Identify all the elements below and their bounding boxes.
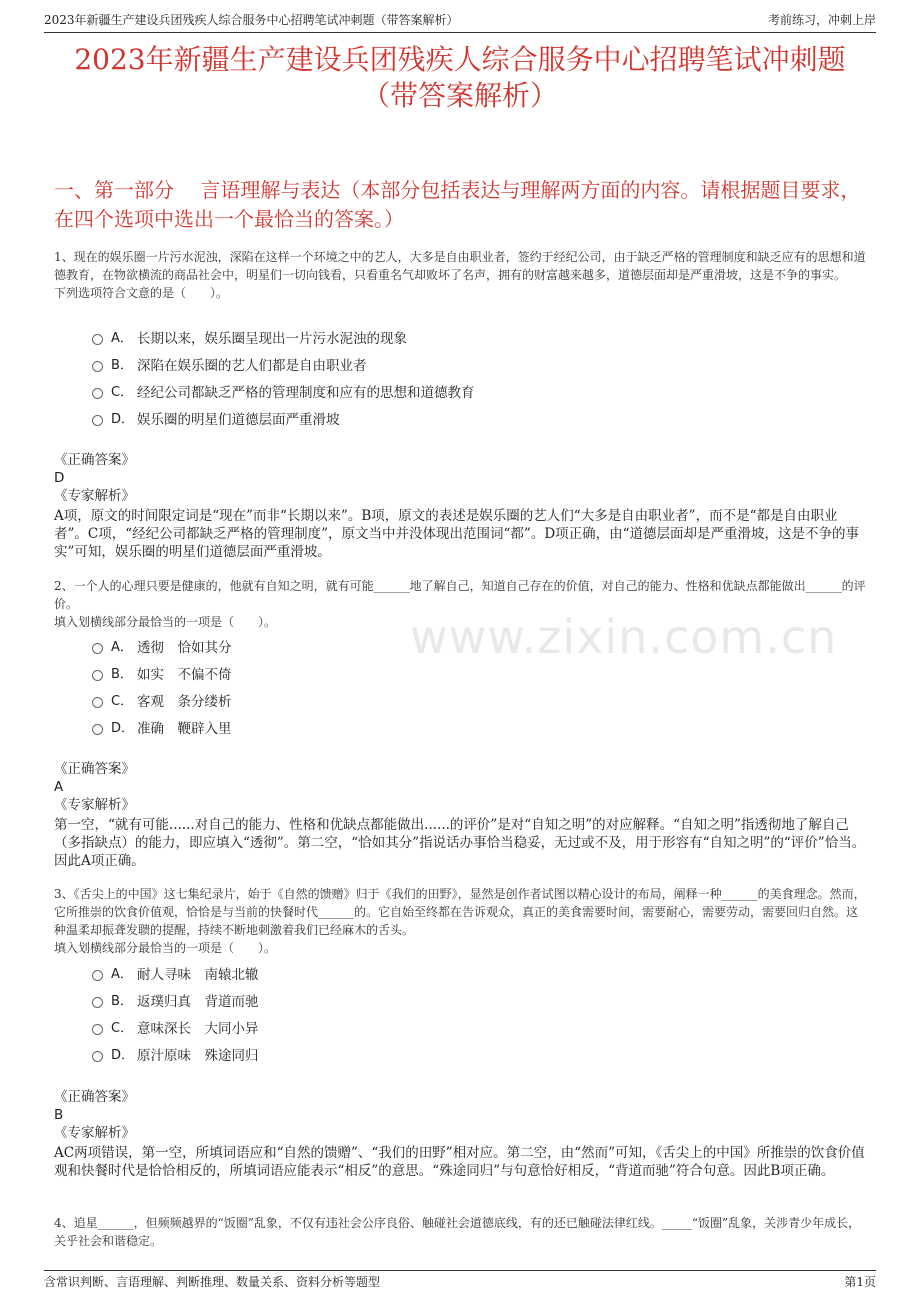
radio-icon[interactable]	[92, 361, 103, 372]
radio-icon[interactable]	[92, 415, 103, 426]
option-a[interactable]: A． 透彻 恰如其分	[92, 632, 232, 659]
analysis-label: 《专家解析》	[54, 1125, 135, 1141]
question-text: 4、追星______，但频频越界的“饭圈”乱象，不仅有违社会公序良俗、触碰社会道德底线，有的还已触碰法律红线。_____“饭圈”乱象，关涉青少年成长，关乎社会和谐稳定。	[54, 1216, 861, 1248]
radio-icon[interactable]	[92, 997, 103, 1008]
analysis-label: 《专家解析》	[54, 797, 135, 813]
radio-icon[interactable]	[92, 724, 103, 735]
document-title	[40, 42, 880, 114]
question-2-options	[92, 632, 232, 740]
page-header	[44, 10, 876, 33]
question-prompt: 填入划横线部分最恰当的一项是（ ）。	[54, 941, 277, 955]
question-text: 1、现在的娱乐圈一片污水泥浊，深陷在这样一个环境之中的艺人，大多是自由职业者，签约于经纪公司，由于缺乏严格的管理制度和缺乏应有的思想和道德教育，在物欲横流的商品社会中，明星们一切向钱看，只看重名气却败坏了名声，拥有的财富越来越多，道德层面却是严重滑坡，这是不争的事实。	[54, 250, 866, 282]
option-b[interactable]: B． 深陷在娱乐圈的艺人们都是自由职业者	[92, 350, 475, 377]
radio-icon[interactable]	[92, 388, 103, 399]
analysis-text: 第一空，“就有可能......对自己的能力、性格和优缺点都能做出......的评价”是对“自知之明”的对应解释。“自知之明”指透彻地了解自己（多指缺点）的能力，即应填入“透彻”。第二空，“恰如其分”指说话办事恰当稳妥，无过或不及，用于形容有“自知之明”的“评价”恰当。因此A项正确。	[54, 817, 866, 869]
radio-icon[interactable]	[92, 970, 103, 981]
analysis-text: A项，原文的时间限定词是“现在”而非“长期以来”。B项，原文的表述是娱乐圈的艺人们“大多是自由职业者”，而不是“都是自由职业者”。C项，“经纪公司都缺乏严格的管理制度”，原文当中并没体现出范围词“都”。D项正确，由“道德层面却是严重滑坡，这是不争的事实”可知，娱乐圈的明星们道德层面严重滑坡。	[54, 508, 860, 560]
answer-label: 《正确答案》	[54, 452, 135, 468]
analysis-text: AC两项错误，第一空，所填词语应和“自然的馈赠”、“我们的田野”相对应。第二空，由“然而”可知，《舌尖上的中国》所推崇的饮食价值观和快餐时代是恰恰相反的，所填词语应能表示“相反”的意思。“殊途同归”与句意恰好相反，“背道而驰”符合句意。因此B项正确。	[54, 1145, 865, 1179]
question-text: 2、一个人的心理只要是健康的，他就有自知之明，就有可能______地了解自己，知道自己存在的价值，对自己的能力、性格和优缺点都能做出______的评价。	[54, 579, 866, 611]
analysis-label: 《专家解析》	[54, 488, 135, 504]
option-d[interactable]: D． 原汁原味 殊途同归	[92, 1040, 259, 1067]
watermark: www.zixin.com.cn	[410, 610, 838, 664]
option-d[interactable]: D． 准确 鞭辟入里	[92, 713, 232, 740]
answer-label: 《正确答案》	[54, 1089, 135, 1105]
radio-icon[interactable]	[92, 1024, 103, 1035]
title-line-2: （带答案解析）	[361, 79, 558, 112]
header-slogan: 考前练习，冲刺上岸	[767, 13, 876, 27]
radio-icon[interactable]	[92, 697, 103, 708]
question-prompt: 下列选项符合文意的是（ ）。	[54, 286, 229, 300]
question-1-options	[92, 323, 475, 431]
question-1-answer	[54, 451, 870, 561]
title-line-1: 2023年新疆生产建设兵团残疾人综合服务中心招聘笔试冲刺题	[74, 43, 846, 76]
option-d[interactable]: D． 娱乐圈的明星们道德层面严重滑坡	[92, 404, 475, 431]
answer-value: D	[54, 470, 65, 486]
question-3-answer	[54, 1088, 870, 1180]
answer-value: A	[54, 779, 64, 795]
question-1	[54, 248, 868, 302]
answer-label: 《正确答案》	[54, 761, 135, 777]
answer-value: B	[54, 1107, 64, 1123]
page-footer	[44, 1270, 876, 1289]
radio-icon[interactable]	[92, 643, 103, 654]
radio-icon[interactable]	[92, 670, 103, 681]
question-text: 3、《舌尖上的中国》这七集纪录片，始于《自然的馈赠》归于《我们的田野》，显然是创作者试图以精心设计的布局，阐释一种______的美食理念。然而，它所推崇的饮食价值观，恰恰是与当前的快餐时代______的。它自始至终都在告诉观众，真正的美食需要时间，需要耐心，需要劳动，需要回归自然。这种温柔却振聋发聩的提醒，持续不断地刺激着我们已经麻木的舌头。	[54, 887, 866, 937]
question-prompt: 填入划横线部分最恰当的一项是（ ）。	[54, 615, 277, 629]
option-a[interactable]: A． 长期以来，娱乐圈呈现出一片污水泥浊的现象	[92, 323, 475, 350]
option-b[interactable]: B． 如实 不偏不倚	[92, 659, 232, 686]
option-c[interactable]: C． 意味深长 大同小异	[92, 1013, 259, 1040]
question-3	[54, 885, 868, 957]
option-c[interactable]: C． 客观 条分缕析	[92, 686, 232, 713]
question-4	[54, 1214, 868, 1250]
footer-note: 含常识判断、言语理解、判断推理、数量关系、资料分析等题型	[44, 1275, 381, 1289]
header-title: 2023年新疆生产建设兵团残疾人综合服务中心招聘笔试冲刺题（带答案解析）	[44, 13, 459, 27]
question-3-options	[92, 959, 259, 1067]
option-b[interactable]: B． 返璞归真 背道而驰	[92, 986, 259, 1013]
option-a[interactable]: A． 耐人寻味 南辕北辙	[92, 959, 259, 986]
page-number: 第1页	[844, 1275, 876, 1289]
question-2-answer	[54, 760, 870, 870]
radio-icon[interactable]	[92, 334, 103, 345]
option-c[interactable]: C． 经纪公司都缺乏严格的管理制度和应有的思想和道德教育	[92, 377, 475, 404]
radio-icon[interactable]	[92, 1051, 103, 1062]
question-2	[54, 577, 868, 631]
section-heading: 一、第一部分 言语理解与表达（本部分包括表达与理解两方面的内容。请根据题目要求，在四个选项中选出一个最恰当的答案。）	[54, 178, 861, 231]
